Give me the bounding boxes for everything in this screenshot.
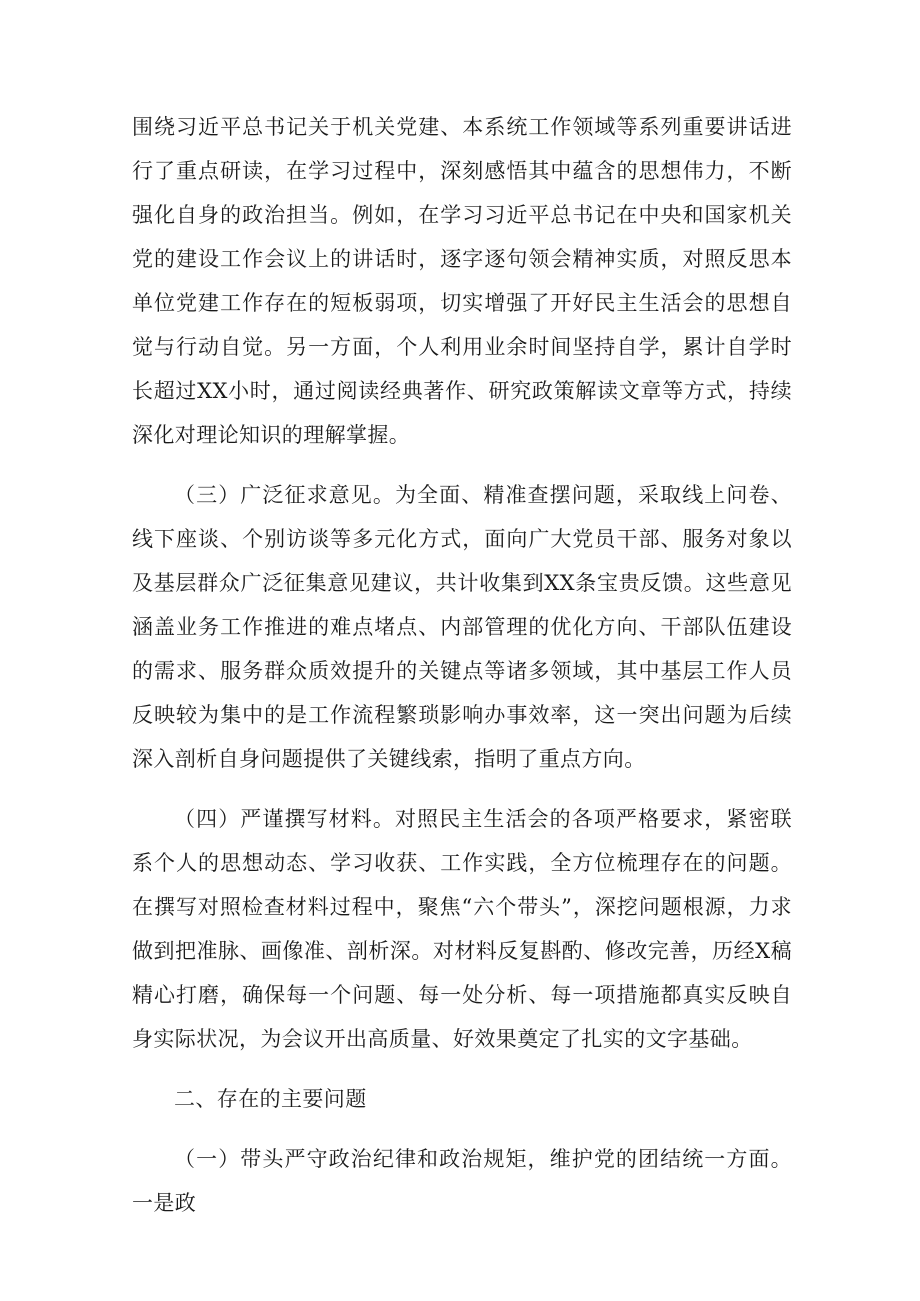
body-paragraph: 围绕习近平总书记关于机关党建、本系统工作领域等系列重要讲话进行了重点研读，在学习过程中，深刻感悟其中蕴含的思想伟力，不断强化自身的政治担当。例如，在学习习近平总书记在中央和国家机关党的建设工作会议上的讲话时，逐字逐句领会精神实质，对照反思本单位党建工作存在的短板弱项，切实增强了开好民主生活会的思想自觉与行动自觉。另一方面，个人利用业余时间坚持自学，累计自学时长超过XX小时，通过阅读经典著作、研究政策解读文章等方式，持续深化对理论知识的理解掌握。 bbox=[132, 115, 792, 447]
section-paragraph-3: （三）广泛征求意见。为全面、精准查摆问题，采取线上问卷、线下座谈、个别访谈等多元化方式，面向广大党员干部、服务对象以及基层群众广泛征集意见建议，共计收集到XX条宝贵反馈。这些意见涵盖业务工作推进的难点堵点、内部管理的优化方向、干部队伍建设的需求、服务群众质效提升的关键点等诸多领域，其中基层工作人员反映较为集中的是工作流程繁琐影响办事效率，这一突出问题为后续深入剖析自身问题提供了关键线索，指明了重点方向。 bbox=[132, 483, 792, 771]
document-body bbox=[132, 105, 792, 1241]
section-paragraph-4: （四）严谨撰写材料。对照民主生活会的各项严格要求，紧密联系个人的思想动态、学习收获、工作实践，全方位梳理存在的问题。在撰写对照检查材料过程中，聚焦“六个带头”，深挖问题根源，力求做到把准脉、画像准、剖析深。对材料反复斟酌、修改完善，历经X稿精心打磨，确保每一个问题、每一处分析、每一项措施都真实反映自身实际状况，为会议开出高质量、好效果奠定了扎实的文字基础。 bbox=[132, 807, 792, 1051]
subsection-paragraph-1: （一）带头严守政治纪律和政治规矩，维护党的团结统一方面。一是政 bbox=[132, 1147, 792, 1215]
section-heading: 二、存在的主要问题 bbox=[174, 1087, 367, 1111]
